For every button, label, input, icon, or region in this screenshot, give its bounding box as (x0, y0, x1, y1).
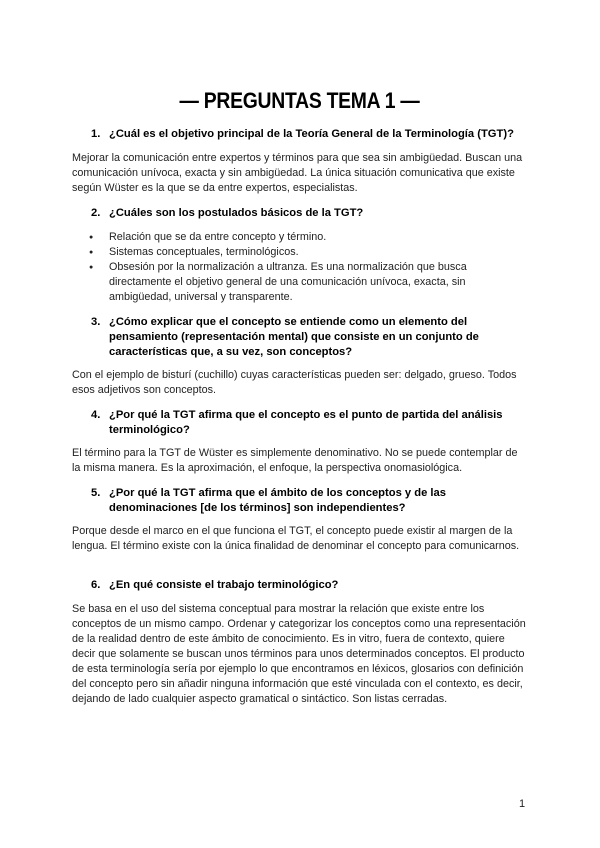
question-text: ¿Por qué la TGT afirma que el ámbito de los conceptos y de las denominaciones [de los términos] son independientes? (109, 487, 446, 514)
question-text: ¿Por qué la TGT afirma que el concepto es el punto de partida del análisis terminológico? (109, 409, 503, 436)
answer-1: Mejorar la comunicación entre expertos y términos para que sea sin ambigüedad. Buscan una comunicación unívoca, exacta y sin ambigüedad. La única situación comunicativa que existe según Wüster es la que se da entre expertos, especialistas. (72, 152, 523, 194)
postulates-list (72, 230, 527, 305)
list-item: ● Obsesión por la normalización a ultranza. Es una normalización que busca directamente el objetivo general de una comunicación unívoca, exacta, sin ambigüedad, universal y transparente. (72, 260, 527, 305)
question-5 (91, 486, 521, 516)
question-number: 2. (91, 207, 101, 219)
question-number: 6. (91, 579, 101, 591)
answer-6: Se basa en el uso del sistema conceptual para mostrar la relación que existe entre los conceptos de un mismo campo. Ordenar y categorizar los conceptos como una representación de la realidad dentro de este ámbito de conocimiento. Es in vitro, fuera de contexto, quiere decir que solamente se buscan unos términos para unos determinados conceptos. El producto de esta terminología sería por ejemplo lo que encontramos en léxicos, glosarios con definición del concepto pero sin añadir ninguna información que esté vinculada con el contexto, es decir, dejando de lado cualquier aspecto gramatical o sintáctico. Son listas cerradas. (72, 603, 526, 705)
page-title: — PREGUNTAS TEMA 1 — (179, 88, 420, 113)
answer-5: Porque desde el marco en el que funciona el TGT, el concepto puede existir al margen de la lengua. El término existe con la única finalidad de denominar el concepto para comunicarnos. (72, 525, 520, 552)
question-text: ¿Cuál es el objetivo principal de la Teoría General de la Terminología (TGT)? (109, 128, 514, 140)
question-number: 4. (91, 409, 101, 421)
question-6 (91, 578, 521, 593)
answer-4: El término para la TGT de Wüster es simplemente denominativo. No se puede contemplar de la misma manera. Es la aproximación, el enfoque, la perspectiva onomasiológica. (72, 447, 518, 474)
list-item: ● Relación que se da entre concepto y término. (72, 230, 527, 245)
question-3 (91, 315, 521, 360)
question-number: 5. (91, 487, 101, 499)
question-2 (91, 206, 521, 221)
answer-3: Con el ejemplo de bisturí (cuchillo) cuyas características pueden ser: delgado, grueso. Todos esos adjetivos son conceptos. (72, 369, 517, 396)
question-1 (91, 127, 521, 142)
question-number: 1. (91, 128, 101, 140)
page-number: 1 (519, 798, 526, 810)
list-item: ● Sistemas conceptuales, terminológicos. (72, 245, 527, 260)
question-text: ¿En qué consiste el trabajo terminológico? (109, 579, 339, 591)
question-number: 3. (91, 316, 101, 328)
question-text: ¿Cómo explicar que el concepto se entiende como un elemento del pensamiento (representación mental) que consiste en un conjunto de características que, a su vez, son conceptos? (109, 316, 479, 358)
question-4 (91, 408, 521, 438)
question-text: ¿Cuáles son los postulados básicos de la TGT? (109, 207, 364, 219)
